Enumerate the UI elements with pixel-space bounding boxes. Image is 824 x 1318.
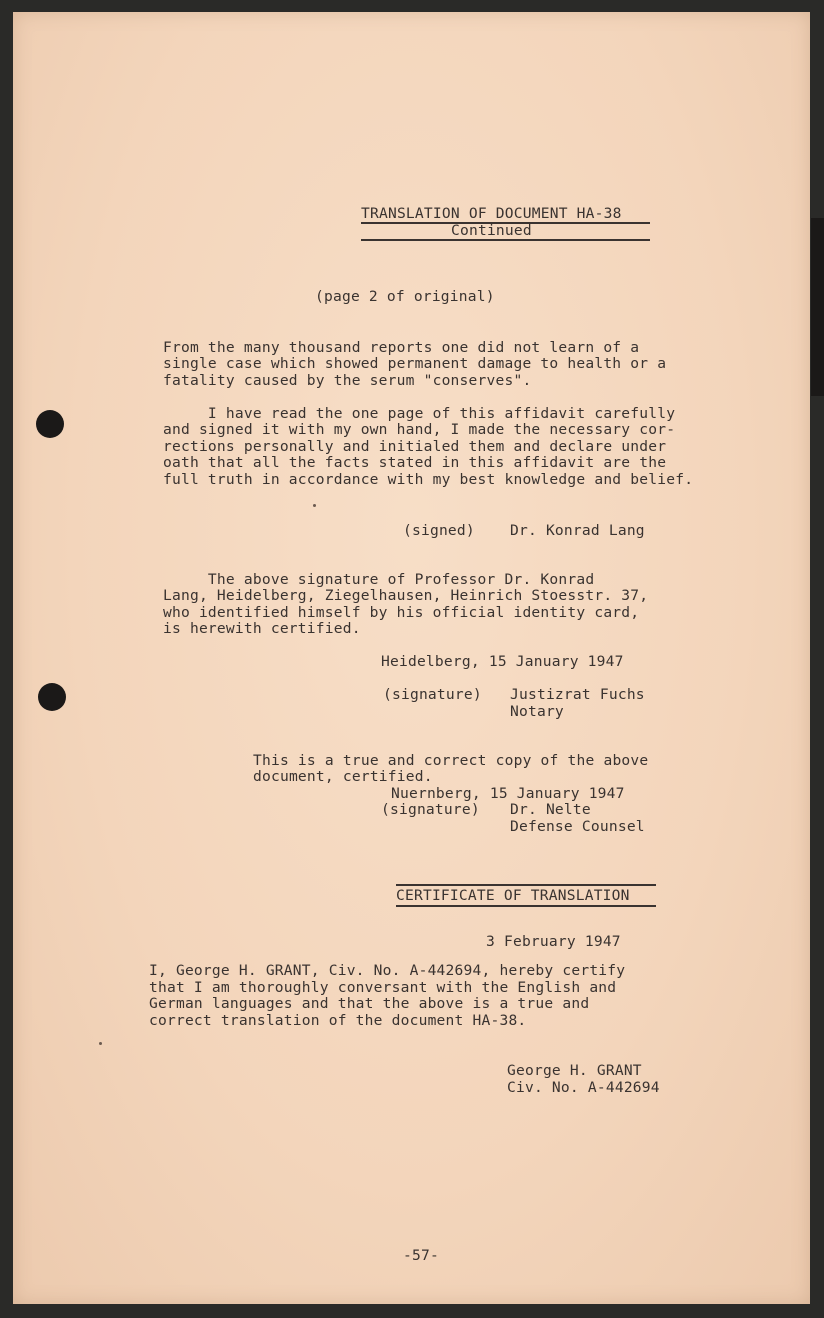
page-reference: (page 2 of original) (315, 288, 495, 305)
paragraph-line: The above signature of Professor Dr. Konrad (163, 571, 595, 588)
signer-name: Dr. Konrad Lang (510, 522, 645, 539)
paragraph-line: is herewith certified. (163, 620, 361, 637)
notary-signature-label: (signature) (383, 686, 482, 703)
paragraph-line: fatality caused by the serum "conserves". (163, 372, 532, 389)
paragraph-line: rections personally and initialed them and declare under (163, 438, 667, 455)
counsel-signature-label: (signature) (381, 801, 480, 818)
cert-heading-overline (396, 884, 656, 886)
punch-hole-bottom (38, 683, 66, 711)
notary-name: Justizrat Fuchs (510, 686, 645, 703)
punch-hole-top (36, 410, 64, 438)
notary-role: Notary (510, 703, 564, 720)
paragraph-line: I, George H. GRANT, Civ. No. A-442694, hereby certify (149, 962, 626, 979)
counsel-role: Defense Counsel (510, 818, 645, 835)
counsel-name: Dr. Nelte (510, 801, 591, 818)
copy-place-date: Nuernberg, 15 January 1947 (391, 785, 625, 802)
document-page (13, 12, 810, 1304)
copy-cert-line: document, certified. (253, 768, 433, 785)
paragraph-line: German languages and that the above is a true and (149, 995, 590, 1012)
cert-heading-underline (396, 905, 656, 907)
signed-label: (signed) (403, 522, 475, 539)
cert-date: 3 February 1947 (486, 933, 621, 950)
paper-speck (313, 504, 316, 507)
paragraph-line: and signed it with my own hand, I made the necessary cor- (163, 421, 676, 438)
paper-speck (99, 1042, 102, 1045)
paragraph-line: that I am thoroughly conversant with the English and (149, 979, 617, 996)
paragraph-line: who identified himself by his official identity card, (163, 604, 640, 621)
copy-cert-line: This is a true and correct copy of the above (253, 752, 649, 769)
paragraph-line: correct translation of the document HA-38. (149, 1012, 527, 1029)
subtitle-underline (361, 239, 650, 241)
paragraph-line: full truth in accordance with my best knowledge and belief. (163, 471, 694, 488)
translator-civ-no: Civ. No. A-442694 (507, 1079, 660, 1096)
paragraph-line: From the many thousand reports one did not learn of a (163, 339, 640, 356)
paragraph-line: I have read the one page of this affidavit carefully (163, 405, 676, 422)
cert-heading: CERTIFICATE OF TRANSLATION (396, 887, 630, 904)
paragraph-line: single case which showed permanent damage to health or a (163, 355, 667, 372)
paragraph-line: oath that all the facts stated in this affidavit are the (163, 454, 667, 471)
paragraph-line: Lang, Heidelberg, Ziegelhausen, Heinrich Stoesstr. 37, (163, 587, 649, 604)
document-title: TRANSLATION OF DOCUMENT HA-38 (361, 205, 622, 222)
translator-name: George H. GRANT (507, 1062, 642, 1079)
document-subtitle: Continued (451, 222, 532, 239)
edge-tab (811, 218, 824, 396)
page-number: -57- (403, 1247, 439, 1264)
place-date: Heidelberg, 15 January 1947 (381, 653, 624, 670)
